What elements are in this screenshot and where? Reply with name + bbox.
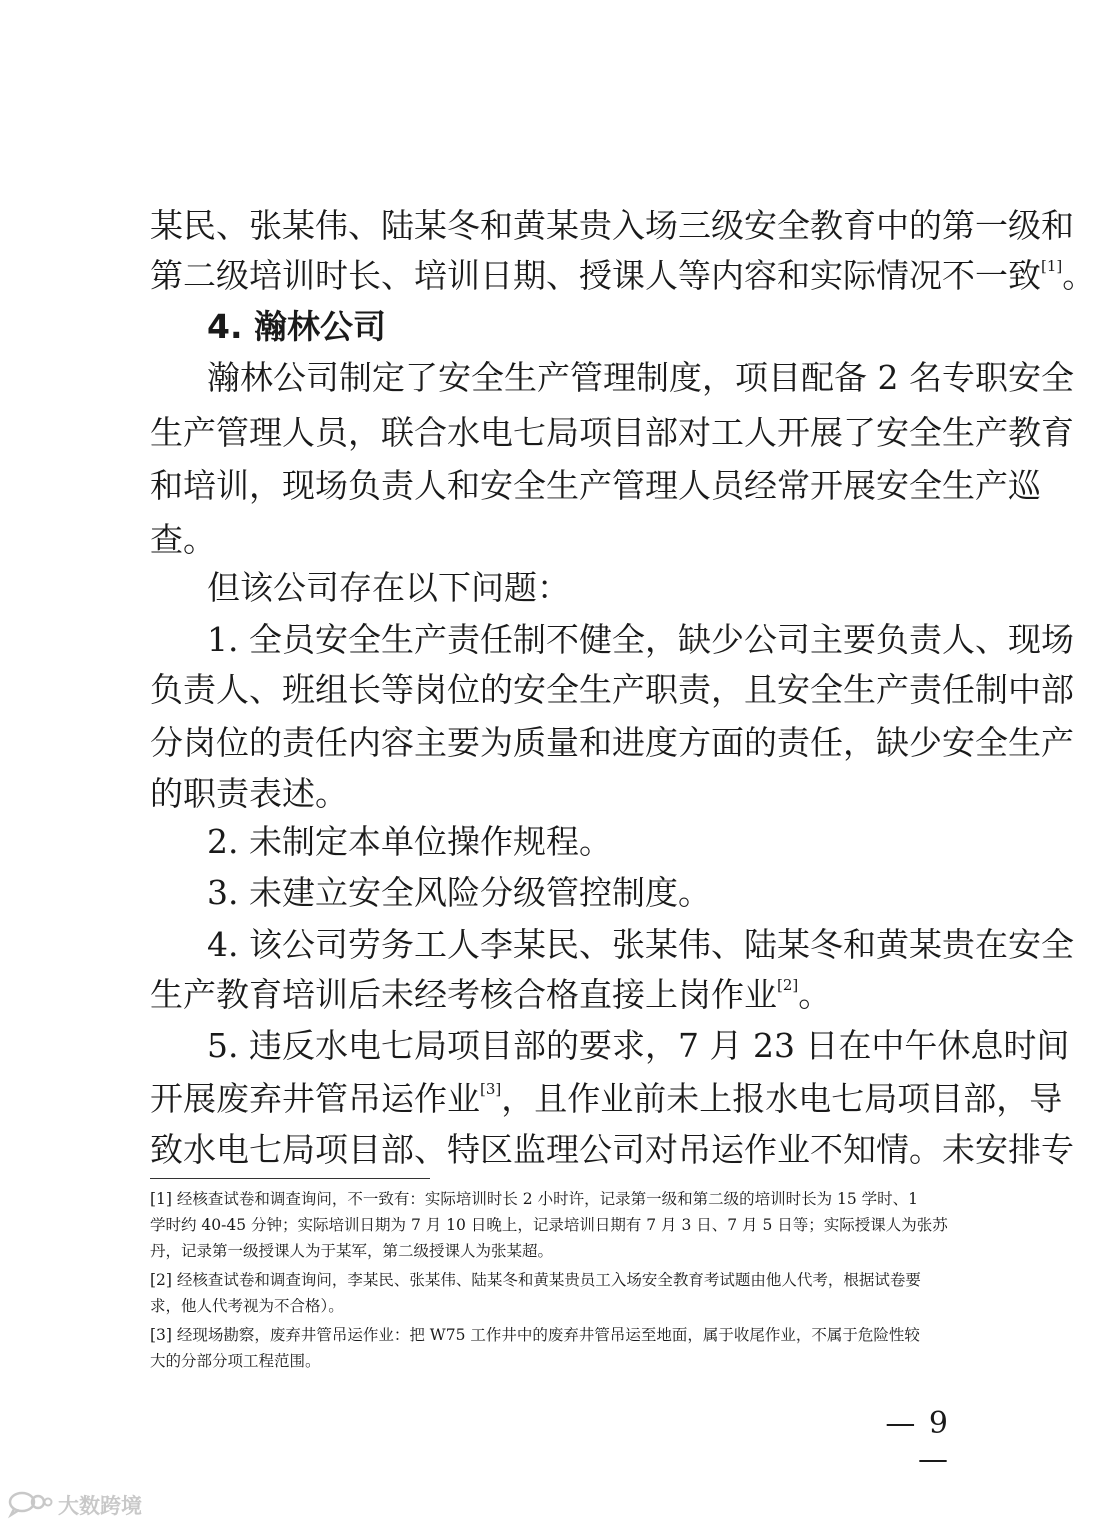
body-line-6: 和培训，现场负责人和安全生产管理人员经常开展安全生产巡: [150, 466, 1041, 505]
footnote-line-7: 大的分部分项工程范围。: [150, 1352, 321, 1370]
body-line-14: 3. 未建立安全风险分级管控制度。: [207, 873, 711, 912]
watermark-text: 大数跨境: [58, 1494, 142, 1518]
section-heading: 4. 瀚林公司: [207, 307, 386, 346]
footnote-line-2: 学时约 40-45 分钟；实际培训日期为 7 月 10 日晚上，记录培训日期有 7 月 3 日、7 月 5 日等；实际授课人为张苏: [150, 1216, 948, 1234]
body-line-8: 但该公司存在以下问题：: [207, 568, 570, 607]
body-line-18: 开展废弃井管吊运作业[3]，且作业前未上报水电七局项目部，导: [150, 1079, 1063, 1118]
body-line-4: 瀚林公司制定了安全生产管理制度，项目配备 2 名专职安全: [207, 358, 1074, 397]
body-line-13: 2. 未制定本单位操作规程。: [207, 822, 612, 861]
footnote-line-6: [3] 经现场勘察，废弃井管吊运作业：把 W75 工作井中的废弃井管吊运至地面，属于收尾作业，不属于危险性较: [150, 1326, 920, 1344]
body-line-12: 的职责表述。: [150, 774, 348, 813]
body-line-15: 4. 该公司劳务工人李某民、张某伟、陆某冬和黄某贵在安全: [207, 925, 1074, 964]
footnote-separator: [150, 1178, 430, 1179]
footnote-ref-3[interactable]: [3]: [480, 1080, 502, 1098]
watermark: [8, 1490, 142, 1520]
footnote-line-5: 求，他人代考视为不合格）。: [150, 1297, 344, 1315]
body-line-19: 致水电七局项目部、特区监理公司对吊运作业不知情。未安排专: [150, 1130, 1074, 1169]
footnote-line-4: [2] 经核查试卷和调查询问，李某民、张某伟、陆某冬和黄某贵员工入场安全教育考试题由他人代考，根据试卷要: [150, 1271, 921, 1289]
body-line-1: 某民、张某伟、陆某冬和黄某贵入场三级安全教育中的第一级和: [150, 206, 1074, 245]
footnote-line-3: 丹，记录第一级授课人为于某军，第二级授课人为张某超。: [150, 1242, 554, 1260]
footnote-ref-1[interactable]: [1]: [1041, 257, 1063, 275]
page-number: — 9 —: [885, 1406, 950, 1477]
body-line-11: 分岗位的责任内容主要为质量和进度方面的责任，缺少安全生产: [150, 723, 1074, 762]
body-line-10: 负责人、班组长等岗位的安全生产职责，且安全生产责任制中部: [150, 670, 1074, 709]
body-line-17: 5. 违反水电七局项目部的要求，7 月 23 日在中午休息时间: [207, 1026, 1070, 1065]
body-line-9: 1. 全员安全生产责任制不健全，缺少公司主要负责人、现场: [207, 620, 1074, 659]
chat-bubble-logo-icon: [8, 1490, 52, 1521]
body-line-16: 生产教育培训后未经考核合格直接上岗作业[2]。: [150, 975, 832, 1014]
footnote-line-1: [1] 经核查试卷和调查询问，不一致有：实际培训时长 2 小时许，记录第一级和第二级的培训时长为 15 学时、1: [150, 1190, 919, 1208]
footnote-ref-2[interactable]: [2]: [777, 976, 799, 994]
body-line-2: 第二级培训时长、培训日期、授课人等内容和实际情况不一致[1]。: [150, 256, 1095, 295]
body-line-7: 查。: [150, 520, 216, 559]
body-line-5: 生产管理人员，联合水电七局项目部对工人开展了安全生产教育: [150, 413, 1074, 452]
